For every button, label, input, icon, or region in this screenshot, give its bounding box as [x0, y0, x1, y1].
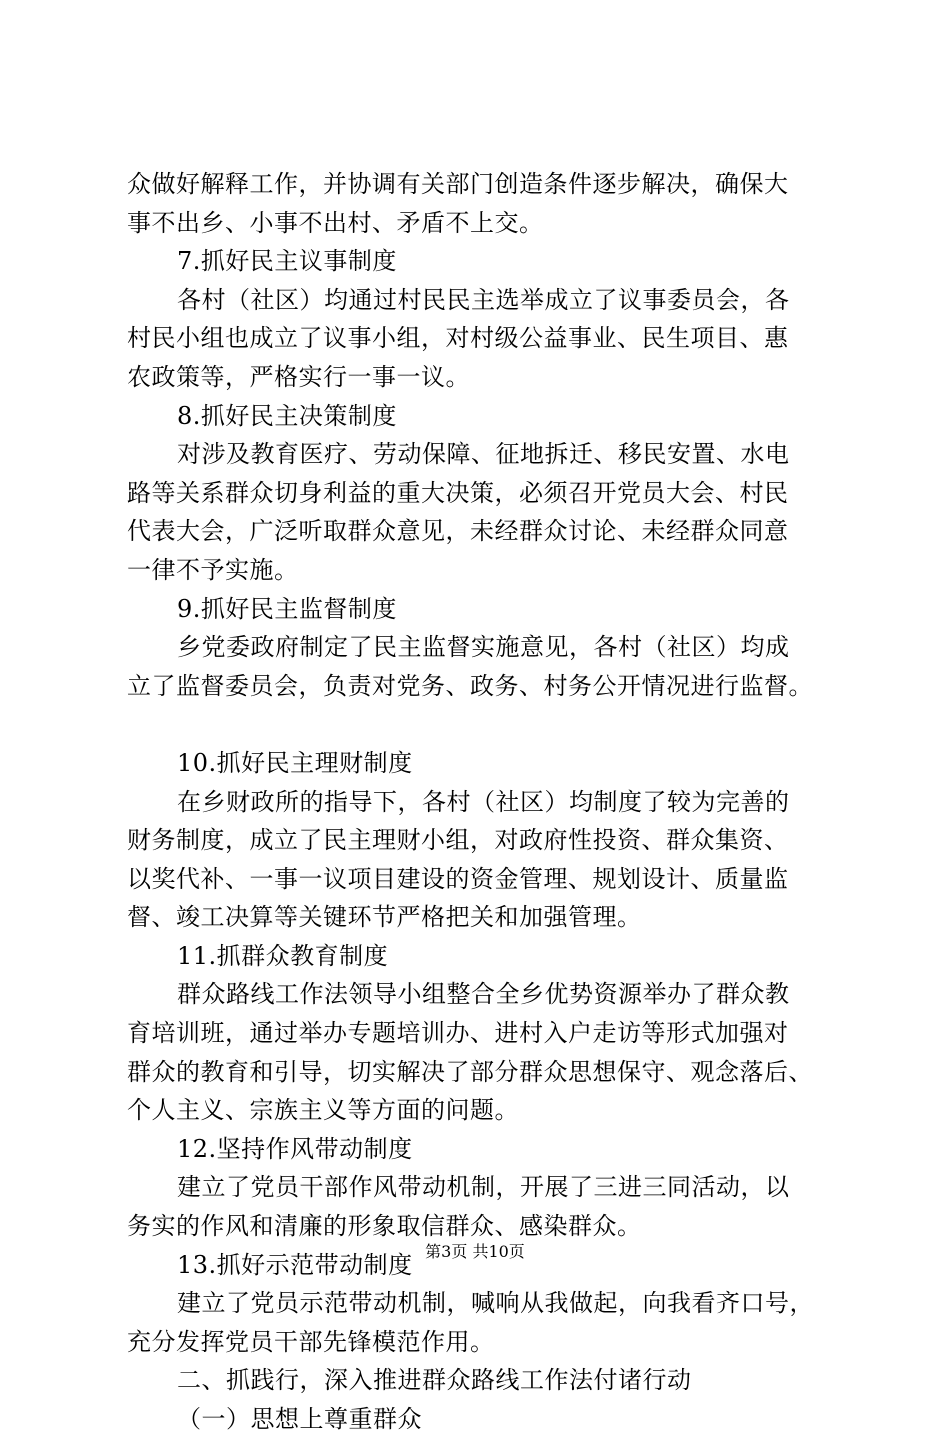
paragraph-line: 以奖代补、一事一议项目建设的资金管理、规划设计、质量监 [127, 864, 789, 893]
paragraph-line: 众做好解释工作，并协调有关部门创造条件逐步解决，确保大 [127, 170, 789, 198]
blank-line [127, 705, 847, 744]
subsection-heading: （一）思想上尊重群众 [177, 1405, 422, 1433]
paragraph-line: 群众的教育和引导，切实解决了部分群众思想保守、观念落后、 [127, 1057, 813, 1086]
paragraph-line: 一律不予实施。 [127, 555, 299, 584]
chapter-heading: 二、抓践行，深入推进群众路线工作法付诸行动 [177, 1366, 692, 1395]
paragraph-line: 路等关系群众切身利益的重大决策，必须召开党员大会、村民 [127, 478, 789, 507]
paragraph-line: 建立了党员示范带动机制，喊响从我做起，向我看齐口号， [177, 1289, 814, 1318]
paragraph-line: 对涉及教育医疗、劳动保障、征地拆迁、移民安置、水电 [177, 440, 790, 469]
paragraph-line: 在乡财政所的指导下，各村（社区）均制度了较为完善的 [177, 787, 790, 816]
paragraph-line: 村民小组也成立了议事小组，对村级公益事业、民生项目、惠 [127, 324, 789, 353]
paragraph-line: 财务制度，成立了民主理财小组，对政府性投资、群众集资、 [127, 826, 789, 855]
paragraph-line: 育培训班，通过举办专题培训办、进村入户走访等形式加强对 [127, 1019, 789, 1048]
paragraph-line: 各村（社区）均通过村民民主选举成立了议事委员会，各 [177, 285, 790, 314]
section-heading: 9.抓好民主监督制度 [177, 594, 397, 623]
section-heading: 7.抓好民主议事制度 [177, 247, 397, 276]
section-heading: 8.抓好民主决策制度 [177, 401, 397, 430]
paragraph-line: 乡党委政府制定了民主监督实施意见，各村（社区）均成 [177, 633, 790, 662]
page-number-footer: 第3页 共10页 [425, 1242, 525, 1261]
paragraph-line: 群众路线工作法领导小组整合全乡优势资源举办了群众教 [177, 980, 790, 1009]
paragraph-line: 个人主义、宗族主义等方面的问题。 [127, 1096, 519, 1125]
paragraph-line: 立了监督委员会，负责对党务、政务、村务公开情况进行监督。 [127, 671, 813, 700]
section-heading: 11.抓群众教育制度 [177, 941, 389, 970]
paragraph-line: 农政策等，严格实行一事一议。 [127, 362, 470, 391]
paragraph-line: 督、竣工决算等关键环节严格把关和加强管理。 [127, 903, 642, 932]
paragraph-line: 建立了党员干部作风带动机制，开展了三进三同活动，以 [177, 1173, 790, 1202]
paragraph-line: 代表大会，广泛听取群众意见，未经群众讨论、未经群众同意 [127, 517, 789, 546]
section-heading: 13.抓好示范带动制度 [177, 1250, 413, 1279]
paragraph-line: 务实的作风和清廉的形象取信群众、感染群众。 [127, 1212, 642, 1241]
paragraph-line: 充分发挥党员干部先锋模范作用。 [127, 1327, 495, 1356]
paragraph-line: 事不出乡、小事不出村、矛盾不上交。 [127, 208, 544, 237]
section-heading: 12.坚持作风带动制度 [177, 1134, 413, 1163]
section-heading: 10.抓好民主理财制度 [177, 748, 413, 777]
